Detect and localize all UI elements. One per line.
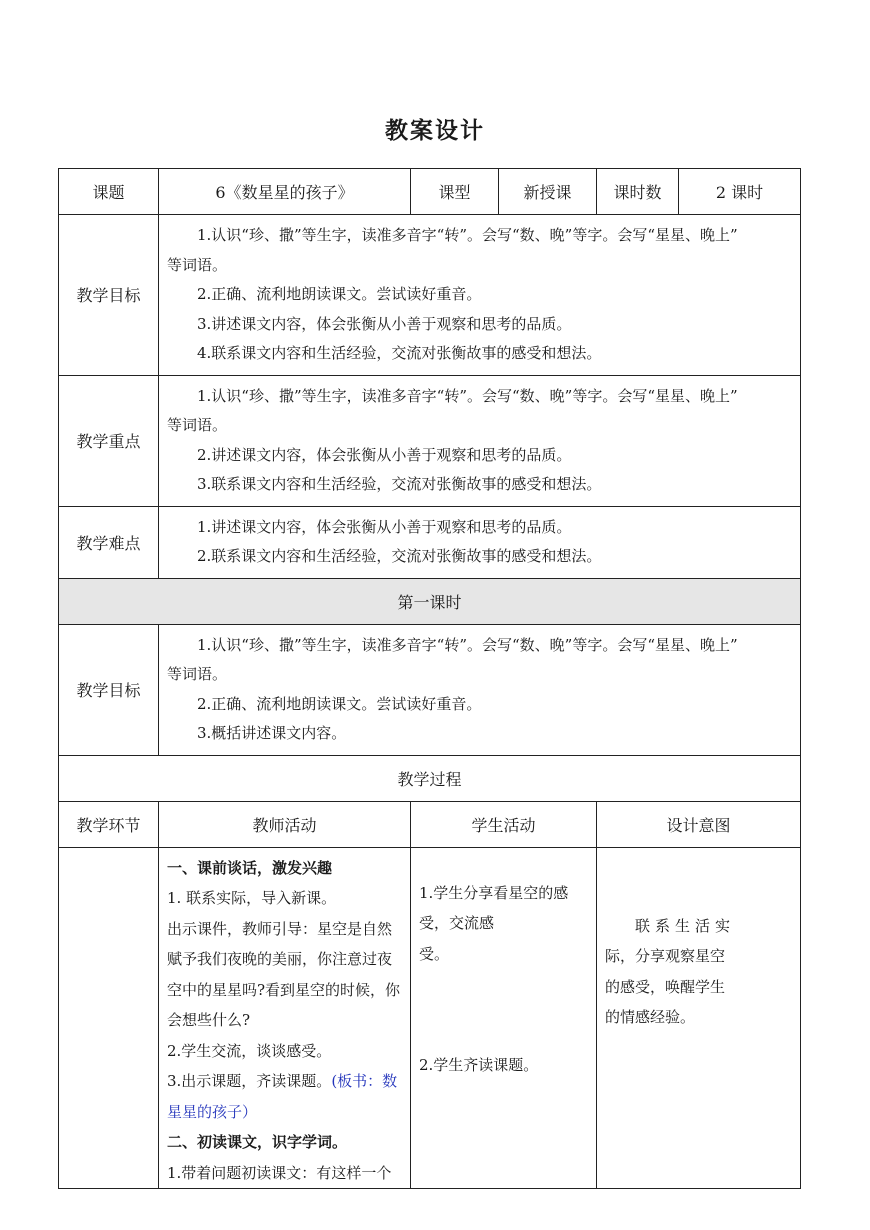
- goal-item: 等词语。: [167, 255, 228, 274]
- difficulties-row: [59, 506, 801, 578]
- goal-item: 2.正确、流利地朗读课文。尝试读好重音。: [197, 285, 482, 303]
- lesson1-goals-label: 教学目标: [59, 624, 159, 755]
- intent-line: 的情感经验。: [605, 1008, 696, 1026]
- stage-cell: [59, 847, 159, 1189]
- lesson1-goals-content: [159, 624, 801, 755]
- goals-content: [159, 215, 801, 376]
- difficulties-content: [159, 506, 801, 578]
- board-note: 星星的孩子）: [167, 1102, 258, 1121]
- topic-value: 6《数星星的孩子》: [159, 169, 411, 215]
- teacher-step-3-text: 3.出示课题，齐读课题。: [167, 1072, 332, 1090]
- lesson1-heading: 第一课时: [59, 578, 801, 624]
- teacher-guide-line: 赋予我们夜晚的美丽，你注意过夜: [167, 950, 393, 968]
- teacher-step: 1. 联系实际，导入新课。: [167, 889, 337, 907]
- teacher-section-1: 一、课前谈话，激发兴趣: [167, 858, 333, 877]
- goals-row: [59, 215, 801, 376]
- lesson1-goal-item: 3.概括讲述课文内容。: [197, 724, 347, 742]
- lesson1-goal-item: 1.认识“珍、撒”等生字，读准多音字“转”。会写“数、晚”等字。会写“星星、晚上”: [197, 635, 738, 654]
- teacher-section-2: 二、初读课文，识字学词。: [167, 1133, 348, 1151]
- goals-label: 教学目标: [59, 215, 159, 376]
- lesson1-goals-row: [59, 624, 801, 755]
- key-points-row: [59, 375, 801, 506]
- student-activity: 1.学生分享看星空的感受，交流感: [419, 883, 569, 932]
- teacher-step: 2.学生交流，谈谈感受。: [167, 1041, 332, 1060]
- teacher-guide-line: 会想些什么?: [167, 1011, 251, 1029]
- board-note: (板书：数: [331, 1072, 398, 1090]
- process-heading: 教学过程: [59, 755, 801, 801]
- lesson1-goal-item: 等词语。: [167, 665, 228, 683]
- column-header-stage: 教学环节: [59, 801, 159, 847]
- column-header-teacher: 教师活动: [159, 801, 411, 847]
- document-title: 教案设计: [385, 117, 485, 144]
- teacher-activity-cell: [159, 847, 411, 1189]
- student-activity: 受。: [419, 944, 450, 963]
- hours-value: 2 课时: [679, 169, 801, 215]
- type-label: 课型: [411, 169, 499, 215]
- intent-line: 联系生活实: [635, 916, 736, 935]
- teacher-guide-line: 出示课件，教师引导：星空是自然: [167, 919, 393, 938]
- column-header-student: 学生活动: [411, 801, 597, 847]
- student-activity: 2.学生齐读课题。: [419, 1056, 539, 1074]
- process-columns-row: [59, 801, 801, 847]
- goal-item: 1.认识“珍、撒”等生字，读准多音字“转”。会写“数、晚”等字。会写“星星、晚上”: [197, 226, 738, 244]
- student-spacer: [419, 969, 590, 1050]
- lesson1-heading-row: [59, 578, 801, 624]
- difficulties-label: 教学难点: [59, 506, 159, 578]
- topic-label: 课题: [59, 169, 159, 215]
- key-points-label: 教学重点: [59, 375, 159, 506]
- intent-line: 际，分享观察星空: [605, 947, 726, 965]
- teacher-step: 1.带着问题初读课文：有这样一个: [167, 1163, 392, 1182]
- process-heading-row: [59, 755, 801, 801]
- intent-line: 的感受，唤醒学生: [605, 977, 726, 996]
- goal-item: 4.联系课文内容和生活经验，交流对张衡故事的感受和想法。: [197, 344, 602, 362]
- key-point-item: 1.认识“珍、撒”等生字，读准多音字“转”。会写“数、晚”等字。会写“星星、晚上”: [197, 386, 738, 405]
- teacher-step-3: [167, 1066, 404, 1097]
- key-point-item: 3.联系课文内容和生活经验，交流对张衡故事的感受和想法。: [197, 475, 602, 493]
- difficulty-item: 1.讲述课文内容，体会张衡从小善于观察和思考的品质。: [197, 517, 572, 536]
- header-row: [59, 169, 801, 215]
- key-points-content: [159, 375, 801, 506]
- type-value: 新授课: [499, 169, 597, 215]
- key-point-item: 等词语。: [167, 416, 228, 434]
- lesson-plan-table: [58, 168, 801, 1189]
- hours-label: 课时数: [597, 169, 679, 215]
- difficulty-item: 2.联系课文内容和生活经验，交流对张衡故事的感受和想法。: [197, 547, 602, 565]
- column-header-intent: 设计意图: [597, 801, 801, 847]
- teacher-guide-line: 空中的星星吗?看到星空的时候，你: [167, 980, 401, 999]
- lesson1-goal-item: 2.正确、流利地朗读课文。尝试读好重音。: [197, 694, 482, 713]
- goal-item: 3.讲述课文内容，体会张衡从小善于观察和思考的品质。: [197, 314, 572, 333]
- student-activity-cell: [411, 847, 597, 1189]
- design-intent-cell: [597, 847, 801, 1189]
- key-point-item: 2.讲述课文内容，体会张衡从小善于观察和思考的品质。: [197, 445, 572, 464]
- process-content-row: [59, 847, 801, 1189]
